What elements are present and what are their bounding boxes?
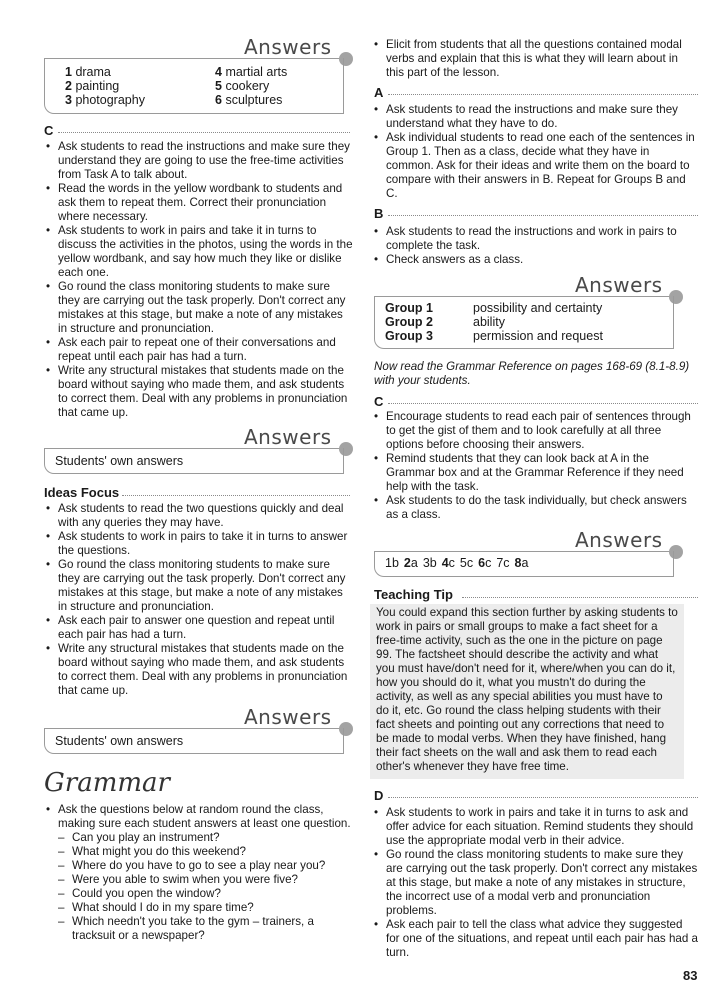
answer-text: sculptures: [225, 93, 283, 107]
answer-key-number: 7: [496, 556, 504, 570]
section-c-list: [44, 140, 354, 420]
answer-key: [478, 556, 491, 570]
answers-text-3: Students' own answers: [55, 734, 184, 748]
answer-key: [496, 556, 509, 570]
answers-heading-3: Answers: [244, 705, 332, 729]
answer-item: [65, 79, 215, 93]
teaching-tip-text: You could expand this section further by asking students to work in pairs or small groups to make a fact sheet for a free-time activity, such as the one in the picture on page 99. The factsheet should describe the activity and what you must have/don't need for it, where/when you can do it, how you should do it, what you mustn't do during the activity, as well as any special abilities you must have to do it, etc. Go round the class helping students with their fact sheets and pointing out any corrections that need to be made to modal verbs. When they have finished, hang their fact sheets on the wall and ask them to read each other's whenever they have free time.: [376, 606, 678, 773]
answers-heading-1: Answers: [244, 35, 332, 59]
section-a-list: [372, 103, 698, 201]
list-item: • Write any structural mistakes that students made on the board without saying who made them, and ask students to correct them. Deal with any problems in pronunciation that came up.: [44, 364, 354, 420]
list-item: • Ask students to work in pairs and take it in turns to discuss the activities in the photos, using the words in the yellow wordbank, and say how much they like or dislike each one.: [44, 224, 354, 280]
answer-text: drama: [75, 65, 111, 79]
answer-number: 1: [65, 65, 72, 79]
list-item: • Ask each pair to tell the class what advice they suggested for one of the situations, and repeat until each pair has had a turn.: [372, 918, 698, 960]
group-label: Group 1: [385, 301, 433, 315]
answer-key-number: 5: [459, 556, 467, 570]
answer-number: 5: [215, 79, 222, 93]
answer-text: cookery: [225, 79, 270, 93]
answers-heading-4: Answers: [575, 273, 663, 297]
list-item: • Encourage students to read each pair of sentences through to get the gist of them and to look carefully at all three options before choosing their answers.: [372, 410, 698, 452]
section-c2-heading: C: [374, 394, 384, 409]
answer-key: [404, 556, 418, 570]
answer-text: photography: [75, 93, 145, 107]
section-b-heading: B: [374, 206, 384, 221]
list-item: • Go round the class monitoring students to make sure they are carrying out the task properly. Don't correct any mistakes at this stage, but make a note of any mistakes in structure, the incorrect use of a modal verb and pronunciation problems.: [372, 848, 698, 918]
section-d-list: [372, 806, 698, 960]
list-item: – What should I do in my spare time?: [58, 901, 354, 915]
answer-key-number: 3: [422, 556, 430, 570]
section-a-rule: [388, 94, 698, 95]
answers-list-1: [65, 65, 343, 107]
answer-key: [460, 556, 473, 570]
answers-box-5: [374, 551, 674, 577]
list-item: • Go round the class monitoring students to make sure they are carrying out the task properly. Don't correct any mistakes at this stage, but make a note of any mistakes in structure and pronunciation.: [44, 280, 354, 336]
section-c2-list: [372, 410, 698, 522]
answer-item: [215, 65, 343, 79]
section-a-heading: A: [374, 85, 384, 100]
section-c-heading: C: [44, 123, 54, 138]
grammar-intro-list: [44, 803, 354, 831]
answer-key-letter: c: [448, 556, 455, 570]
grammar-questions: [58, 831, 354, 943]
answer-key-letter: a: [521, 556, 529, 570]
teaching-tip-box: [370, 604, 684, 779]
answer-number: 3: [65, 93, 72, 107]
group-meaning: possibility and certainty: [473, 301, 603, 315]
list-item: • Ask students to read the instructions and make sure they understand they are going to use the free-time activities from Task A to talk about.: [44, 140, 354, 182]
group-label: Group 2: [385, 315, 433, 329]
answers-table-4: [385, 301, 673, 343]
answer-item: [65, 65, 215, 79]
answer-item: [215, 93, 343, 107]
answer-key: [442, 556, 455, 570]
group-meaning: ability: [473, 315, 505, 329]
list-item: • Ask each pair to answer one question and repeat until each pair has had a turn.: [44, 614, 354, 642]
list-item: • Remind students that they can look back at A in the Grammar box and at the Grammar Reference if they need help with the task.: [372, 452, 698, 494]
ideas-focus-list: [44, 502, 354, 698]
page-number: 83: [683, 968, 698, 983]
answers-text-2: Students' own answers: [55, 454, 184, 468]
teaching-tip-rule: [462, 597, 698, 598]
answer-key-letter: b: [391, 556, 399, 570]
answer-key-number: 8: [514, 556, 522, 570]
list-item: – Which needn't you take to the gym – trainers, a tracksuit or a newspaper?: [58, 915, 354, 943]
list-item: • Ask each pair to repeat one of their conversations and repeat until each pair has had a turn.: [44, 336, 354, 364]
answer-key: [515, 556, 529, 570]
answer-key-letter: c: [503, 556, 510, 570]
teaching-tip-heading: Teaching Tip: [374, 587, 453, 602]
list-item: • Check answers as a class.: [372, 253, 698, 267]
list-item: • Ask students to do the task individually, but check answers as a class.: [372, 494, 698, 522]
answer-key-number: 4: [441, 556, 449, 570]
list-item: • Write any structural mistakes that students made on the board without saying who made them, and ask students to correct them. Deal with any problems in pronunciation that came up.: [44, 642, 354, 698]
list-item: – What might you do this weekend?: [58, 845, 354, 859]
list-item: • Go round the class monitoring students to make sure they are carrying out the task properly. Don't correct any mistakes at this stage, but make a note of any mistakes in structure and pronunciation.: [44, 558, 354, 614]
list-item: – Could you open the window?: [58, 887, 354, 901]
list-item: • Ask students to work in pairs and take it in turns to ask and offer advice for each situation. Remind students they should use the appropriate modal verb in their advice.: [372, 806, 698, 848]
answers-box-1: [44, 58, 344, 114]
answer-item: [215, 79, 343, 93]
answer-key-letter: b: [429, 556, 437, 570]
answers-heading-5: Answers: [575, 528, 663, 552]
list-item: • Ask students to read the instructions and work in pairs to complete the task.: [372, 225, 698, 253]
ideas-focus-rule: [122, 495, 350, 496]
section-c2-rule: [388, 403, 698, 404]
answer-item: [65, 93, 215, 107]
answer-number: 4: [215, 65, 222, 79]
section-b-list: [372, 225, 698, 267]
answer-key-number: 1: [385, 556, 392, 570]
list-item: • Ask students to read the instructions and make sure they understand what they have to do.: [372, 103, 698, 131]
answer-text: painting: [75, 79, 120, 93]
answers-heading-2: Answers: [244, 425, 332, 449]
answer-key: [423, 556, 437, 570]
grammar-title: Grammar: [44, 768, 170, 798]
section-b-rule: [388, 215, 698, 216]
list-item: – Can you play an instrument?: [58, 831, 354, 845]
group-meaning: permission and request: [473, 329, 603, 343]
group-label: Group 3: [385, 329, 433, 343]
answers-keys-5: [385, 556, 533, 570]
answer-number: 6: [215, 93, 222, 107]
list-item: • Read the words in the yellow wordbank to students and ask them to repeat them. Correct their pronunciation where necessary.: [44, 182, 354, 224]
answers-box-3: [44, 728, 344, 754]
answers-box-2: [44, 448, 344, 474]
list-item: • Ask students to work in pairs to take it in turns to answer the questions.: [44, 530, 354, 558]
grammar-reference-note: Now read the Grammar Reference on pages 168-69 (8.1-8.9) with your students.: [374, 360, 690, 387]
answer-key: [385, 556, 399, 570]
answer-number: 2: [65, 79, 72, 93]
list-item: • Ask individual students to read one each of the sentences in Group 1. Then as a class, decide what they have in common. Ask for their ideas and write them on the board to compare with their answers in B. Repeat for Groups B and C.: [372, 131, 698, 201]
answer-key-letter: c: [485, 556, 492, 570]
answer-key-letter: a: [410, 556, 418, 570]
answer-key-letter: c: [466, 556, 474, 570]
answers-box-4: [374, 296, 674, 349]
answer-key-number: 2: [403, 556, 411, 570]
answer-text: martial arts: [225, 65, 288, 79]
ideas-focus-heading: Ideas Focus: [44, 485, 120, 500]
list-item: • Ask students to read the two questions quickly and deal with any queries they may have.: [44, 502, 354, 530]
right-intro-list: [372, 38, 694, 80]
answer-key-number: 6: [478, 556, 486, 570]
right-intro: • Elicit from students that all the questions contained modal verbs and explain that this is what they will learn about in this part of the lesson.: [372, 38, 694, 80]
section-d-heading: D: [374, 788, 384, 803]
list-item: – Where do you have to go to see a play near you?: [58, 859, 354, 873]
grammar-intro: • Ask the questions below at random round the class, making sure each student answers at least one question.: [44, 803, 354, 831]
list-item: – Were you able to swim when you were five?: [58, 873, 354, 887]
section-d-rule: [388, 797, 698, 798]
section-c-rule: [58, 132, 350, 133]
